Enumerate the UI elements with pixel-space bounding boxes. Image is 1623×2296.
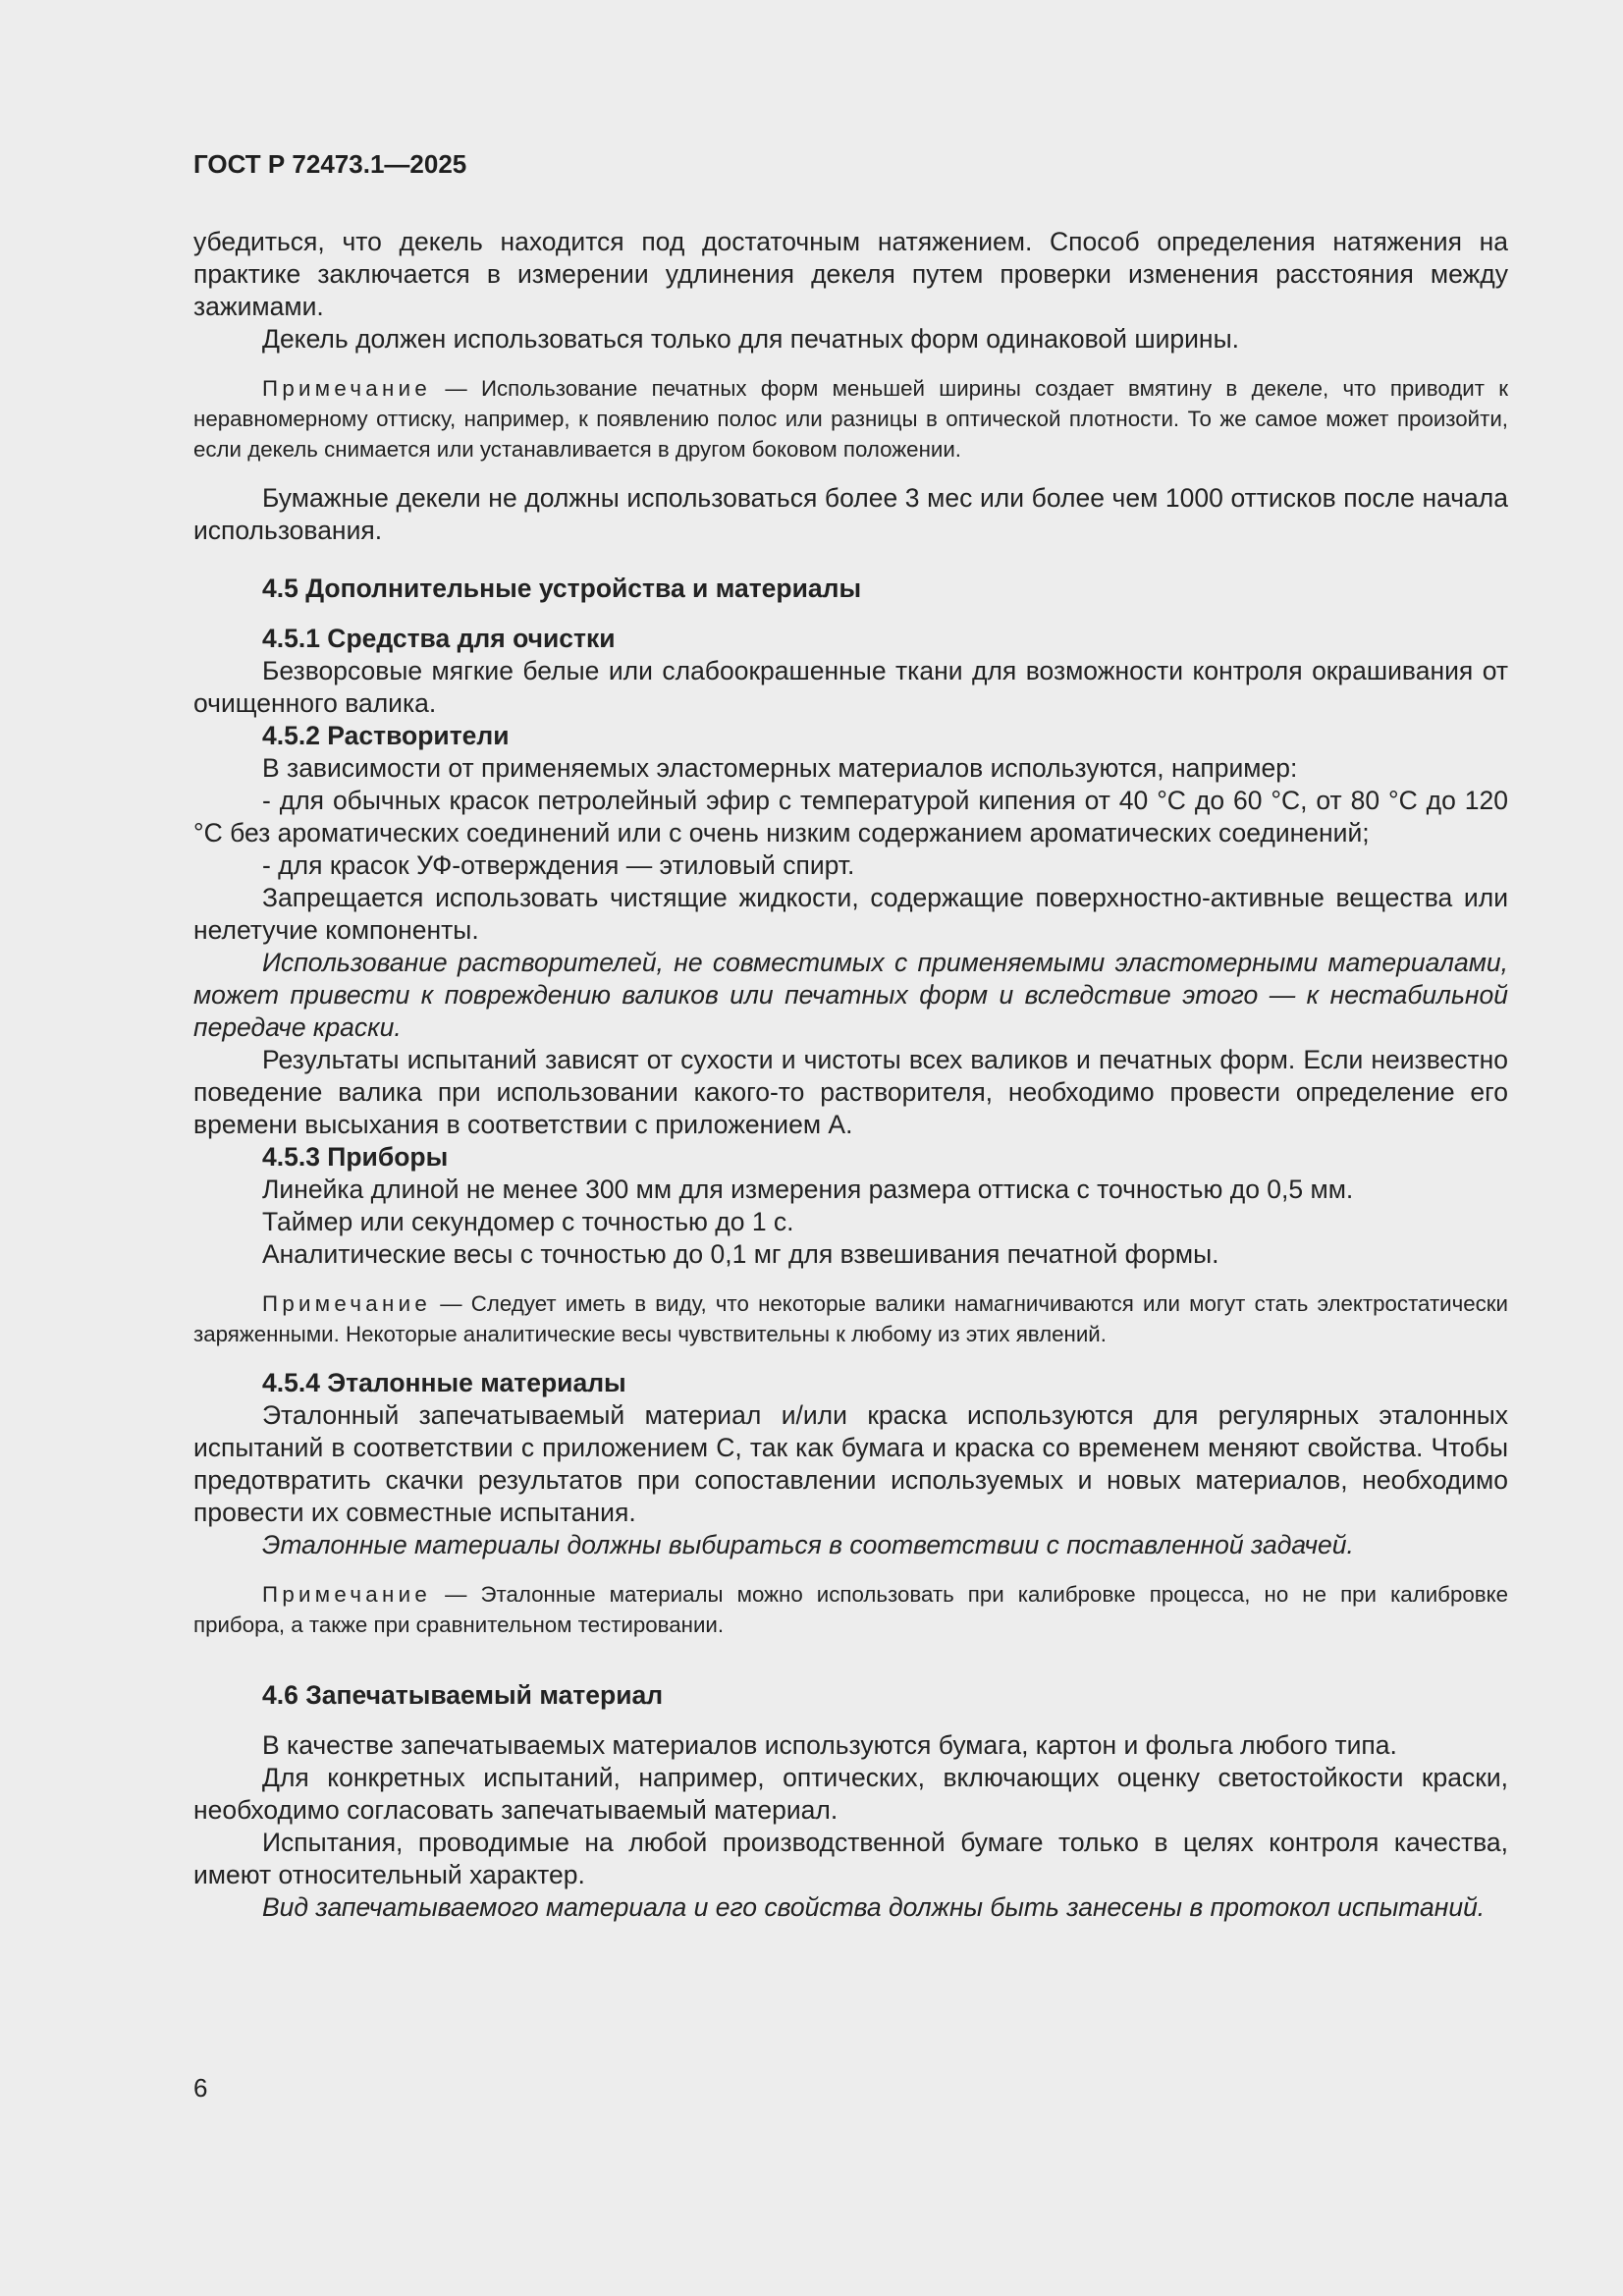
subsection-heading: 4.5.2 Растворители — [262, 721, 510, 750]
paragraph: Бумажные декели не должны использоваться более 3 мес или более чем 1000 оттисков после начала использования. — [193, 483, 1508, 545]
list-item: - для обычных красок петролейный эфир с температурой кипения от 40 °С до 60 °С, от 80 °С до 120 °С без ароматических соединений или с очень низким содержанием ароматических соединений; — [193, 786, 1508, 847]
page-content — [193, 147, 1508, 1924]
note — [193, 1288, 1508, 1349]
paragraph: В зависимости от применяемых эластомерных материалов используются, например: — [262, 753, 1298, 783]
paragraph-italic: Вид запечатываемого материала и его свойства должны быть занесены в протокол испытаний. — [262, 1892, 1486, 1922]
note-label: Примечание — [262, 1582, 432, 1607]
paragraph: убедиться, что декель находится под достаточным натяжением. Способ определения натяжения на практике заключается в измерении удлинения декеля путем проверки изменения расстояния между зажимами. — [193, 227, 1508, 321]
paragraph: Испытания, проводимые на любой производственной бумаге только в целях контроля качества, имеют относительный характер. — [193, 1828, 1508, 1889]
document-header: ГОСТ Р 72473.1—2025 — [193, 149, 467, 179]
list-item: - для красок УФ-отверждения — этиловый спирт. — [262, 850, 855, 880]
note-label: Примечание — [262, 1291, 432, 1316]
paragraph: Эталонный запечатываемый материал и/или краска используются для регулярных эталонных испытаний в соответствии с приложением С, так как бумага и краска со временем меняют свойства. Чтобы предотвратить скачки результатов при сопоставлении используемых и новых материалов, необходимо провести их совместные испытания. — [193, 1400, 1508, 1527]
paragraph: Результаты испытаний зависят от сухости и чистоты всех валиков и печатных форм. Если неизвестно поведение валика при использовании какого-то растворителя, необходимо провести определение его времени высыхания в соответствии с приложением А. — [193, 1045, 1508, 1139]
paragraph-italic: Использование растворителей, не совместимых с применяемыми эластомерными материалами, может привести к повреждению валиков или печатных форм и вследствие этого — к нестабильной передаче краски. — [193, 948, 1508, 1042]
paragraph: Линейка длиной не менее 300 мм для измерения размера оттиска с точностью до 0,5 мм. — [262, 1175, 1354, 1204]
note-label: Примечание — [262, 376, 432, 401]
subsection-heading: 4.5.3 Приборы — [262, 1142, 449, 1172]
paragraph: Декель должен использоваться только для печатных форм одинаковой ширины. — [262, 324, 1239, 354]
subsection-heading: 4.5.1 Средства для очистки — [262, 624, 616, 653]
section-heading: 4.6 Запечатываемый материал — [262, 1680, 664, 1710]
note — [193, 1579, 1508, 1640]
paragraph-italic: Эталонные материалы должны выбираться в соответствии с поставленной задачей. — [262, 1530, 1354, 1559]
note-text: — Следует иметь в виду, что некоторые валики намагничиваются или могут стать электростатически заряженными. Некоторые аналитические весы чувствительны к любому из этих явлений. — [193, 1291, 1508, 1346]
paragraph: Для конкретных испытаний, например, оптических, включающих оценку светостойкости краски, необходимо согласовать запечатываемый материал. — [193, 1763, 1508, 1825]
paragraph: В качестве запечатываемых материалов используются бумага, картон и фольга любого типа. — [262, 1730, 1397, 1760]
note-text: — Использование печатных форм меньшей ширины создает вмятину в декеле, что приводит к неравномерному оттиску, например, к появлению полос или разницы в оптической плотности. То же самое может произойти, если декель снимается или устанавливается в другом боковом положении. — [193, 376, 1508, 462]
paragraph: Таймер или секундомер с точностью до 1 с. — [262, 1207, 794, 1236]
subsection-heading: 4.5.4 Эталонные материалы — [262, 1368, 626, 1397]
page-number: 6 — [193, 2073, 208, 2103]
note — [193, 373, 1508, 465]
paragraph: Аналитические весы с точностью до 0,1 мг для взвешивания печатной формы. — [262, 1239, 1219, 1269]
paragraph: Запрещается использовать чистящие жидкости, содержащие поверхностно-активные вещества или нелетучие компоненты. — [193, 883, 1508, 945]
section-heading: 4.5 Дополнительные устройства и материалы — [262, 574, 862, 603]
paragraph: Безворсовые мягкие белые или слабоокрашенные ткани для возможности контроля окрашивания от очищенного валика. — [193, 656, 1508, 718]
note-text: — Эталонные материалы можно использовать при калибровке процесса, но не при калибровке прибора, а также при сравнительном тестировании. — [193, 1582, 1508, 1637]
